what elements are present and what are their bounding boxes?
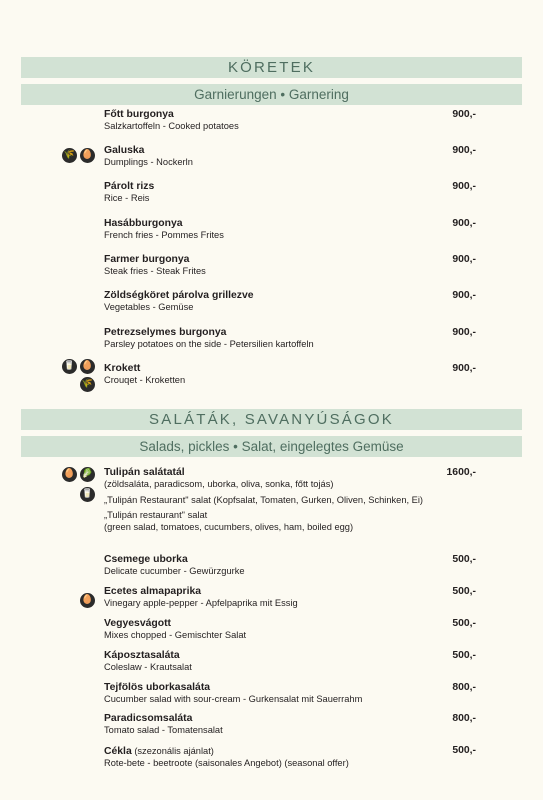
item-name: Cékla [104, 746, 132, 757]
item-desc: Vinegary apple-pepper - Apfelpaprika mit Essig [104, 598, 298, 608]
section-title-salatak: SALÁTÁK, SAVANYÚSÁGOK [21, 409, 522, 430]
menu-item-tulipan [104, 467, 476, 533]
menu-item [104, 290, 476, 314]
item-name: Zöldségköret párolva grillezve [104, 290, 254, 301]
item-name: Petrezselymes burgonya [104, 327, 227, 338]
item-name: Káposztasaláta [104, 650, 180, 661]
milk-icon: 🥛 [80, 487, 95, 502]
milk-icon: 🥛 [62, 359, 77, 374]
item-desc: (green salad, tomatoes, cucumbers, olives, ham, boiled egg) [104, 521, 354, 532]
item-desc: „Tulipán restaurant" salat [104, 510, 208, 520]
menu-item [104, 181, 476, 205]
section-subtitle-koretek: Garnierungen • Garnering [21, 84, 522, 105]
menu-item [104, 713, 476, 737]
item-price: 900,- [452, 109, 476, 120]
menu-item [104, 554, 476, 578]
item-price: 500,- [452, 650, 476, 661]
item-desc: Parsley potatoes on the side - Petersilien kartoffeln [104, 339, 314, 349]
item-desc: Cucumber salad with sour-cream - Gurkensalat mit Sauerrahm [104, 694, 363, 704]
item-desc: Tomato salad - Tomatensalat [104, 725, 223, 735]
item-name: Tejfölös uborkasaláta [104, 682, 211, 693]
item-desc: Coleslaw - Krautsalat [104, 662, 192, 672]
item-name: Galuska [104, 145, 145, 156]
item-desc: Rice - Reis [104, 193, 150, 203]
menu-item [104, 586, 476, 610]
item-price: 900,- [452, 327, 476, 338]
menu-item [104, 682, 476, 706]
item-price: 800,- [452, 713, 476, 724]
egg-icon: 🥚 [80, 593, 95, 608]
item-desc: Vegetables - Gemüse [104, 302, 194, 312]
menu-item [104, 650, 476, 674]
item-desc: (zöldsaláta, paradicsom, uborka, oliva, sonka, főtt tojás) [104, 479, 334, 489]
item-price: 1600,- [446, 467, 476, 478]
menu-item [104, 618, 476, 642]
menu-item [104, 363, 476, 387]
item-price: 900,- [452, 363, 476, 374]
item-desc: Mixes chopped - Gemischter Salat [104, 630, 247, 640]
egg-icon: 🥚 [62, 467, 77, 482]
menu-item [104, 218, 476, 242]
item-price: 800,- [452, 682, 476, 693]
item-desc: French fries - Pommes Frites [104, 230, 224, 240]
section-subtitle-salatak: Salads, pickles • Salat, eingelegtes Gemüse [21, 436, 522, 457]
item-desc: Rote-bete - beetroote (saisonales Angebot) (seasonal offer) [104, 758, 349, 768]
item-name-note: (szezonális ajánlat) [131, 746, 214, 756]
item-price: 500,- [452, 745, 476, 756]
item-price: 500,- [452, 554, 476, 565]
item-name: Párolt rizs [104, 181, 155, 192]
item-desc: Salzkartoffeln - Cooked potatoes [104, 121, 239, 131]
item-price: 500,- [452, 586, 476, 597]
item-name: Ecetes almapaprika [104, 586, 202, 597]
item-price: 900,- [452, 181, 476, 192]
menu-item [104, 145, 476, 169]
item-price: 900,- [452, 290, 476, 301]
item-name: Paradicsomsaláta [104, 713, 193, 724]
item-desc: Steak fries - Steak Frites [104, 266, 206, 276]
item-desc: Delicate cucumber - Gewürzgurke [104, 566, 245, 576]
item-desc: Crouqet - Kroketten [104, 375, 186, 385]
wheat-icon: 🌾 [80, 377, 95, 392]
item-name: Farmer burgonya [104, 254, 190, 265]
item-desc: „Tulipán Restaurant" salat (Kopfsalat, Tomaten, Gurken, Oliven, Schinken, Ei) [104, 494, 424, 505]
wheat-icon: 🌾 [62, 148, 77, 163]
item-name: Főtt burgonya [104, 109, 174, 120]
menu-item [104, 254, 476, 278]
item-desc: Dumplings - Nockerln [104, 157, 193, 167]
item-price: 500,- [452, 618, 476, 629]
item-name-row [104, 745, 476, 758]
menu-item [104, 109, 476, 133]
item-name: Krokett [104, 363, 141, 374]
item-name: Csemege uborka [104, 554, 188, 565]
item-price: 900,- [452, 254, 476, 265]
item-name: Vegyesvágott [104, 618, 171, 629]
item-price: 900,- [452, 145, 476, 156]
egg-icon: 🥚 [80, 148, 95, 163]
celery-icon: 🥬 [80, 467, 95, 482]
item-price: 900,- [452, 218, 476, 229]
menu-item [104, 745, 476, 770]
item-name: Tulipán salátatál [104, 467, 185, 478]
item-name: Hasábburgonya [104, 218, 183, 229]
menu-item [104, 327, 476, 351]
section-title-koretek: KÖRETEK [21, 57, 522, 78]
egg-icon: 🥚 [80, 359, 95, 374]
